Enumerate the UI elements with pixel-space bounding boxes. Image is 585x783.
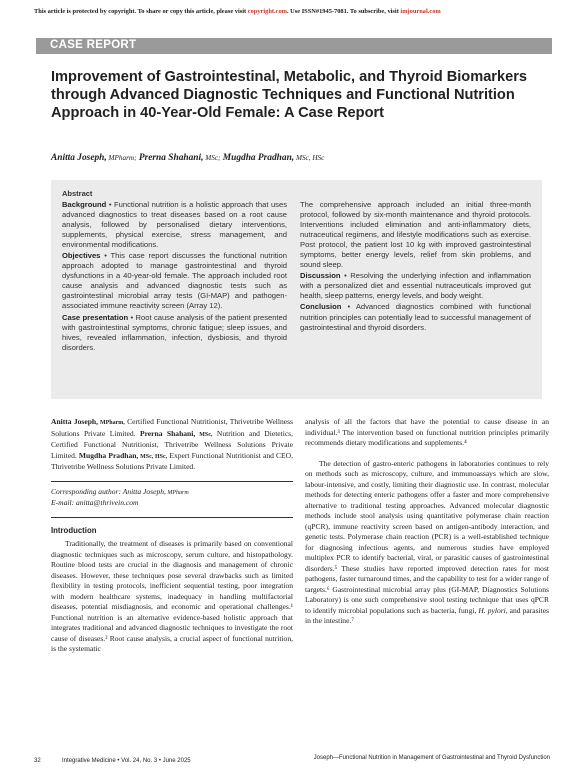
body-column-right (305, 417, 549, 627)
copyright-notice: This article is protected by copyright. To share or copy this article, please visit copyright.com. Use ISSN#1945-7081. To subscribe, visit imjournal.com (34, 8, 441, 15)
divider (51, 517, 293, 518)
abstract-objectives: Objectives • This case report discusses the functional nutrition approach adopted to manage gastrointestinal and thyroid dysfunctions in a 40-year-old female. The approach included root cause analysis and advanced diagnostic tests such as gastrointestinal microbial array tests (GI-MAP) and pathogen-associated immune reactivity screen (Array 12). (62, 251, 287, 311)
section-heading-introduction: Introduction (51, 525, 97, 535)
journal-citation: Integrative Medicine • Vol. 24, No. 3 • June 2025 (62, 758, 191, 764)
section-label: CASE REPORT (50, 39, 137, 51)
abstract-case-presentation-cont: The comprehensive approach included an initial three-month protocol, followed by six-month maintenance and thyroid protocols. Interventions included elimination and anti-inflammatory diets, nutraceutical regimens, and lifestyle modifications such as exercise. Post protocol, the patient lost 10 kg with improved gastrointestinal symptoms, better energy levels, relief from skin problems, and sound sleep. (300, 200, 531, 270)
page-number: 32 (34, 758, 41, 764)
article-title: Improvement of Gastrointestinal, Metabolic, and Thyroid Biomarkers through Advanced Diagnostic Techniques and Functional Nutrition Approach in 40-Year-Old Female: A Case Report (51, 69, 528, 122)
section-label-bar (36, 38, 552, 54)
abstract-column-left (62, 200, 287, 354)
subscribe-link[interactable]: imjournal.com (400, 8, 441, 15)
corresponding-author: Corresponding author: Anitta Joseph, MPharm (51, 486, 189, 496)
abstract-background: Background • Functional nutrition is a holistic approach that uses advanced diagnostics to treat diseases based on a root cause analysis, followed by personalised dietary interventions, supplements, physical exercise, stress management, and environmental modifications. (62, 200, 287, 250)
abstract-column-right (300, 200, 531, 334)
author-line: Anitta Joseph, MPharm; Prerna Shahani, MSc; Mugdha Pradhan, MSc, HSc (51, 153, 325, 163)
intro-paragraph-3: The detection of gastro-enteric pathogens in laboratories continues to rely on methods such as microscopy, culture, and immunoassays which are slow, labour-intensive, and costly, limiting their diagnostic use. In contrast, molecular methods for detecting enteric pathogens offer a faster and more comprehensive alternative to traditional testing approaches. Advanced molecular diagnostic methods include stool analysis using quantitative polymerase chain reaction (qPCR), immune reactivity screen based on antigen-antibody interaction, and genetic tests. Polymerase chain reaction (PCR) is a well-established technique for diagnosing infectious agents, and numerous studies have employed multiplex PCR to identify bacterial, viral, or parasitic causes of gastrointestinal disorders.⁵ These studies have reported improved detection rates for most pathogens, faster turnaround times, and the capability to test for a wider range of targets.⁶ Gastrointestinal microbial array plus (GI-MAP, Diagnostics Solutions Laboratory) is one such comprehensive stool testing technique that uses qPCR to identify microbial populations such as bacteria, fungi, H. pylori, and parasites in the intestine.⁷ (305, 458, 549, 625)
intro-paragraph-1: Traditionally, the treatment of diseases is primarily based on conventional diagnostic techniques such as microscopy, serum culture, and histopathology. Routine blood tests are crucial in the diagnosis and management of chronic diseases. However, these techniques pose several drawbacks such as limited flexibility in testing protocols, inefficient sequential testing, poor integration with modern healthcare systems, inadequacy in handling multifactorial diseases, potential misdiagnosis, and economic and operational challenges.¹ Functional nutrition is an alternative evidence-based holistic approach that integrates traditional and advanced diagnostic techniques to investigate the root cause of diseases.² Root cause analysis, a crucial aspect of functional nutrition, is the systematic (51, 539, 293, 653)
intro-paragraph-2: analysis of all the factors that have the potential to cause disease in an individual.³ The intervention based on functional nutrition principles primarily recommends dietary modifications and supplements.⁴ (305, 417, 549, 447)
author-affiliations: Anitta Joseph, MPharm, Certified Functional Nutritionist, Thrivetribe Wellness Solutions Private Limited. Prerna Shahani, MSc, Nutrition and Dietetics, Certified Functional Nutritionist, Thrivetribe Wellness Solutions Private Limited. Mugdha Pradhan, MSc, HSc, Expert Functional Nutritionist and CEO, Thrivetribe Wellness Solutions Private Limited. (51, 417, 294, 471)
corresponding-email[interactable]: E-mail: anitta@thrivein.com (51, 498, 139, 507)
abstract-conclusion: Conclusion • Advanced diagnostics combined with functional nutrition principles can potentially lead to successful management of gastrointestinal and thyroid disorders. (300, 302, 531, 332)
body-column-left (51, 417, 293, 655)
copyright-link[interactable]: copyright.com (247, 8, 287, 15)
divider (51, 481, 293, 482)
abstract-discussion: Discussion • Resolving the underlying infection and inflammation with a personalized diet and essential nutraceuticals improved gut health, sleep patterns, energy levels, and body weight. (300, 271, 531, 301)
abstract-heading: Abstract (62, 189, 93, 198)
running-title: Joseph—Functional Nutrition in Management of Gastrointestinal and Thyroid Dysfunction (313, 755, 550, 761)
abstract-box (51, 180, 542, 399)
abstract-case-presentation: Case presentation • Root cause analysis of the patient presented with gastrointestinal symptoms, chronic fatigue; sleep issues, and hives, revealed inflammation, infection, dysbiosis, and thyroid disorders. (62, 312, 287, 352)
